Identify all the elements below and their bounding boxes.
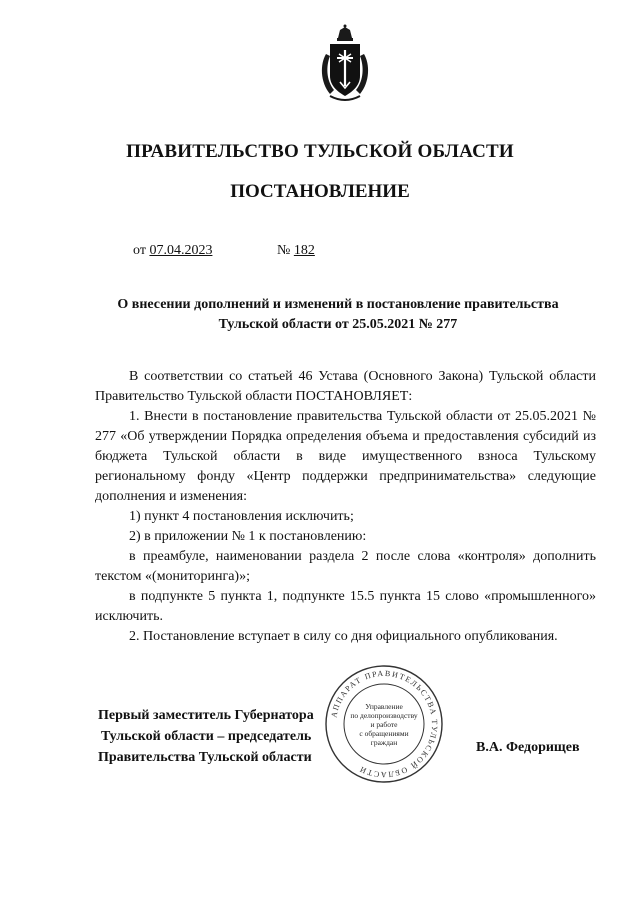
document-number	[277, 243, 315, 259]
document-subject	[95, 295, 581, 335]
stamp-line-4: с обращениями	[359, 728, 409, 738]
number-value: 182	[293, 243, 315, 258]
stamp-line-1: Управление	[365, 701, 403, 711]
subject-line-1: О внесении дополнений и изменений в постановление правительства	[117, 297, 559, 312]
coat-of-arms-icon	[316, 24, 374, 104]
signature-block	[98, 705, 314, 768]
date-value: 07.04.2023	[149, 243, 213, 258]
document-body	[95, 367, 596, 647]
stamp-line-3: и работе	[370, 719, 398, 729]
signature-line-3: Правительства Тульской области	[98, 750, 312, 765]
signature-line-2: Тульской области – председатель	[101, 729, 312, 744]
paragraph-preamble: В соответствии со статьей 46 Устава (Основного Закона) Тульской области Правительство Тульской области ПОСТАНОВЛЯЕТ:	[95, 369, 596, 404]
paragraph-item-1: 1. Внести в постановление правительства Тульской области от 25.05.2021 № 277 «Об утверждении Порядка определения объема и предоставления субсидий из бюджета Тульской области в виде имущественного взноса Тульскому региональному фонду «Центр поддержки предпринимательства» следующие дополнения и изменения:	[95, 409, 596, 504]
paragraph-subpoint-change: в подпункте 5 пункта 1, подпункте 15.5 пункта 15 слово «промышленного» исключить.	[95, 589, 596, 624]
government-title: ПРАВИТЕЛЬСТВО ТУЛЬСКОЙ ОБЛАСТИ	[126, 141, 514, 162]
paragraph-subitem-2: 2) в приложении № 1 к постановлению:	[129, 529, 367, 544]
subject-line-2: Тульской области от 25.05.2021 № 277	[218, 317, 458, 332]
document-type: ПОСТАНОВЛЕНИЕ	[230, 181, 410, 202]
stamp-center	[323, 663, 445, 785]
stamp-line-5: граждан	[370, 737, 398, 747]
number-prefix: №	[277, 243, 291, 258]
signer-name: В.А. Федорищев	[476, 740, 580, 755]
signature-line-1: Первый заместитель Губернатора	[98, 708, 314, 723]
stamp-ring-text: АППАРАТ ПРАВИТЕЛЬСТВА ТУЛЬСКОЙ ОБЛАСТИ	[329, 668, 440, 780]
paragraph-subitem-1: 1) пункт 4 постановления исключить;	[129, 509, 354, 524]
document-date	[133, 243, 212, 259]
stamp-line-2: по делопроизводству	[350, 710, 418, 720]
official-stamp	[323, 663, 445, 785]
paragraph-preamble-change: в преамбуле, наименовании раздела 2 после слова «контроля» дополнить текстом «(мониторинга)»;	[95, 549, 596, 584]
date-prefix: от	[133, 243, 146, 258]
paragraph-item-2: 2. Постановление вступает в силу со дня официального опубликования.	[129, 629, 558, 644]
